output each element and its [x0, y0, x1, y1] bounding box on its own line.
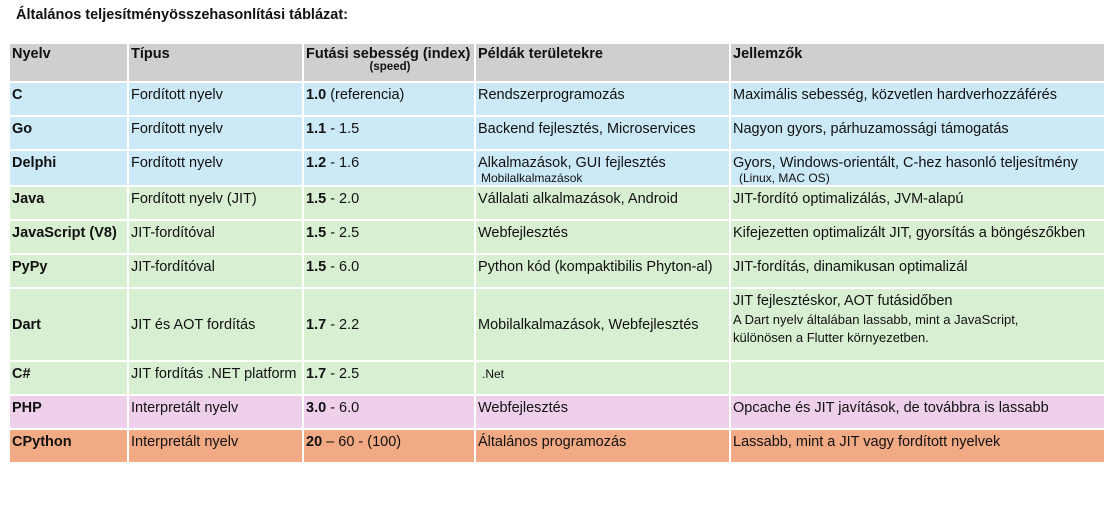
cell-type: Fordított nyelv: [128, 82, 303, 116]
cell-examples: Python kód (kompaktibilis Phyton-al): [475, 254, 730, 288]
cell-lang: PHP: [9, 395, 128, 429]
header-speed-label: Futási sebesség (index): [306, 46, 471, 62]
cell-features: JIT-fordítás, dinamikusan optimalizál: [730, 254, 1105, 288]
cell-type: JIT és AOT fordítás: [128, 288, 303, 361]
cell-examples: Rendszerprogramozás: [475, 82, 730, 116]
speed-range: (referencia): [326, 87, 405, 103]
cell-type: JIT fordítás .NET platform: [128, 361, 303, 395]
table-row: [9, 82, 1105, 116]
features-main: Gyors, Windows-orientált, C-hez hasonló teljesítmény: [733, 155, 1078, 171]
header-features: Jellemzők: [730, 43, 1105, 82]
cell-examples: Mobilalkalmazások, Webfejlesztés: [475, 288, 730, 361]
speed-main: 3.0: [306, 400, 327, 416]
cell-speed: [303, 288, 475, 361]
cell-examples: Általános programozás: [475, 429, 730, 463]
examples-main: .Net: [482, 367, 505, 381]
cell-speed: [303, 186, 475, 220]
cell-lang: Dart: [9, 288, 128, 361]
header-row: [9, 43, 1105, 82]
speed-main: 1.0: [306, 87, 327, 103]
speed-main: 1.5: [306, 259, 327, 275]
cell-examples: Vállalati alkalmazások, Android: [475, 186, 730, 220]
cell-examples: Backend fejlesztés, Microservices: [475, 116, 730, 150]
cell-type: Interpretált nyelv: [128, 395, 303, 429]
speed-main: 1.5: [306, 191, 327, 207]
table-row: [9, 288, 1105, 361]
table-row: [9, 254, 1105, 288]
cell-speed: [303, 82, 475, 116]
header-type: Típus: [128, 43, 303, 82]
table-row: [9, 395, 1105, 429]
cell-type: Fordított nyelv: [128, 150, 303, 186]
table-row: [9, 116, 1105, 150]
cell-type: JIT-fordítóval: [128, 220, 303, 254]
features-note-1: A Dart nyelv általában lassabb, mint a JavaScript,: [733, 312, 1019, 327]
cell-features: Maximális sebesség, közvetlen hardverhozzáférés: [730, 82, 1105, 116]
page-title: Általános teljesítményösszehasonlítási táblázat:: [16, 7, 348, 23]
cell-examples: Webfejlesztés: [475, 395, 730, 429]
cell-lang: Go: [9, 116, 128, 150]
cell-lang: C: [9, 82, 128, 116]
cell-speed: [303, 395, 475, 429]
cell-speed: [303, 361, 475, 395]
features-note: (Linux, MAC OS): [739, 171, 830, 185]
features-main: JIT fejlesztéskor, AOT futásidőben: [733, 293, 953, 309]
speed-range: - 2.5: [326, 225, 360, 241]
speed-range: - 2.2: [326, 316, 360, 333]
header-lang: Nyelv: [9, 43, 128, 82]
cell-speed: [303, 150, 475, 186]
cell-lang: Delphi: [9, 150, 128, 186]
table-row: [9, 150, 1105, 186]
cell-features: Kifejezetten optimalizált JIT, gyorsítás a böngészőkben: [730, 220, 1105, 254]
speed-range: - 1.5: [326, 121, 360, 137]
cell-examples: Webfejlesztés: [475, 220, 730, 254]
examples-main: Alkalmazások, GUI fejlesztés: [478, 155, 666, 171]
cell-features: [730, 361, 1105, 395]
cell-type: Interpretált nyelv: [128, 429, 303, 463]
features-note-2: különösen a Flutter környezetben.: [733, 330, 929, 345]
cell-speed: [303, 116, 475, 150]
cell-speed: [303, 220, 475, 254]
speed-main: 1.7: [306, 366, 327, 382]
cell-lang: JavaScript (V8): [9, 220, 128, 254]
cell-lang: Java: [9, 186, 128, 220]
table-row: [9, 429, 1105, 463]
speed-main: 1.1: [306, 121, 327, 137]
cell-lang: CPython: [9, 429, 128, 463]
cell-speed: [303, 254, 475, 288]
cell-examples: [475, 150, 730, 186]
speed-main: 1.5: [306, 225, 327, 241]
examples-note: Mobilalkalmazások: [481, 171, 583, 185]
cell-lang: PyPy: [9, 254, 128, 288]
cell-speed: [303, 429, 475, 463]
cell-type: Fordított nyelv: [128, 116, 303, 150]
cell-features: [730, 150, 1105, 186]
speed-range: - 6.0: [326, 400, 360, 416]
speed-main: 1.7: [306, 316, 327, 333]
table-row: [9, 186, 1105, 220]
speed-main: 20: [306, 434, 323, 450]
speed-range: – 60 - (100): [322, 434, 402, 450]
cell-features: [730, 288, 1105, 361]
speed-main: 1.2: [306, 155, 327, 171]
header-speed-sub: (speed): [369, 61, 411, 73]
header-speed: [303, 43, 475, 82]
cell-examples: [475, 361, 730, 395]
cell-type: JIT-fordítóval: [128, 254, 303, 288]
cell-features: Lassabb, mint a JIT vagy fordított nyelvek: [730, 429, 1105, 463]
cell-lang: C#: [9, 361, 128, 395]
table-row: [9, 361, 1105, 395]
cell-features: Nagyon gyors, párhuzamossági támogatás: [730, 116, 1105, 150]
cell-features: JIT-fordító optimalizálás, JVM-alapú: [730, 186, 1105, 220]
speed-range: - 2.0: [326, 191, 360, 207]
table-row: [9, 220, 1105, 254]
speed-range: - 6.0: [326, 259, 360, 275]
cell-type: Fordított nyelv (JIT): [128, 186, 303, 220]
cell-features: Opcache és JIT javítások, de továbbra is lassabb: [730, 395, 1105, 429]
header-examples: Példák területekre: [475, 43, 730, 82]
performance-table: [8, 42, 1106, 464]
speed-range: - 1.6: [326, 155, 360, 171]
speed-range: - 2.5: [326, 366, 360, 382]
